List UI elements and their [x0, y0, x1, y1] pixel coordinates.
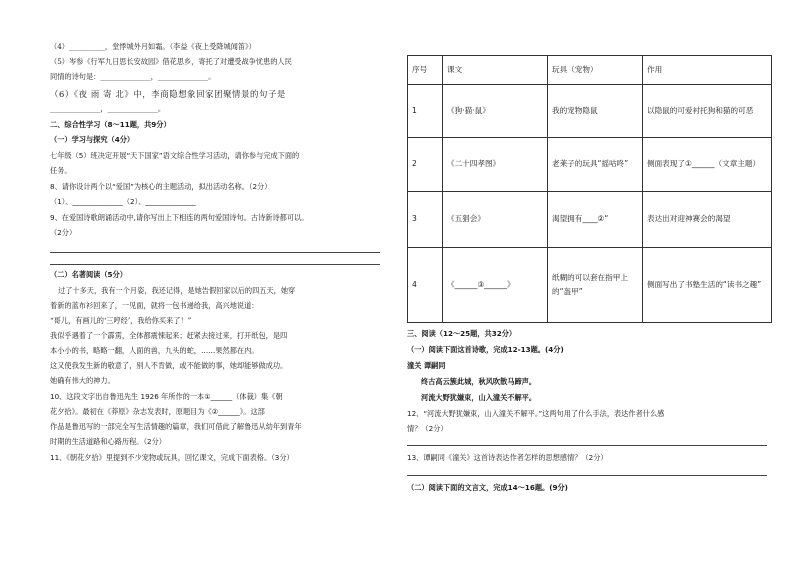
text-line: ______________，______________。	[50, 104, 166, 113]
reading-line: 着新的蓝布衫回来了，一见面，就将一包书递给我，高兴地说道：	[50, 301, 259, 310]
question-10: 10、这段文字出自鲁迅先生 1926 年所作的一本①______（体裁）集《朝	[50, 392, 283, 401]
table-header: 序号	[408, 56, 443, 85]
answer-line	[50, 252, 380, 253]
table-header: 玩具（宠物）	[548, 56, 643, 85]
toy-table	[407, 55, 772, 323]
question-9-points: （2分）	[50, 228, 77, 237]
text-line: （6）《夜 雨 寄 北》中，李商隐想象回家团聚情景的句子是	[50, 89, 286, 99]
table-cell: 渴望拥有____②“	[548, 192, 643, 248]
table-cell: 《五猖会》	[443, 192, 548, 248]
table-cell: 我的宠物隐鼠	[548, 85, 643, 138]
question-12: 12、“河流大野犹嫌束，山入潼关不解平。”这两句用了什么手法，表达作者什么感	[407, 409, 665, 418]
subsection-title: （一）学习与探究（4分）	[50, 135, 135, 144]
answer-line	[407, 445, 767, 446]
text-line: 任务。	[50, 166, 72, 175]
table-row	[408, 248, 772, 323]
table-row	[408, 192, 772, 248]
table-cell: 老莱子的玩具“摇咕咚”	[548, 138, 643, 192]
subsection-title: （一）阅读下面这首诗歌，完成12-13题。(4分)	[407, 345, 564, 354]
table-cell: 《______③______》	[443, 248, 548, 323]
question-10: 作品是鲁迅写的一部完全写生活情趣的篇章，我们可借此了解鲁迅从幼年到青年	[50, 422, 302, 431]
table-cell: 3	[408, 192, 443, 248]
table-row	[408, 85, 772, 138]
text-line: （5）岑参《行军九日思长安故园》借花思乡，寄托了对遭受战争忧患的人民	[50, 57, 292, 66]
poem-line: 终古高云簇此城，秋风吹散马蹄声。	[421, 377, 537, 386]
answer-line	[407, 475, 767, 476]
question-8: 8、请你设计两个以“爱国”为核心的主题活动，拟出活动名称。（2分）	[50, 182, 272, 191]
table-header-row	[408, 56, 772, 85]
question-10: 时期的生活道路和心路历程。（2分）	[50, 437, 166, 446]
question-11: 11、《朝花夕拾》里提到不少宠物或玩具，回忆课文，完成下面表格。（3分）	[50, 453, 294, 462]
section-title: 二、综合性学习（8～11题，共9分）	[50, 120, 171, 129]
table-cell: 4	[408, 248, 443, 323]
table-cell: 侧面表现了①______（文章主题）	[643, 138, 772, 192]
table-cell: 以隐鼠的可爱衬托狗和猫的可恶	[643, 85, 772, 138]
poem-line: 河流大野犹嫌束，山入潼关不解平。	[421, 393, 537, 402]
subsection-title: （二）名著阅读（5分）	[50, 270, 127, 279]
table-cell: 《二十四孝图》	[443, 138, 548, 192]
reading-line: 本小小的书，略略一翻，人面的兽，九头的蛇，……果然都在内。	[50, 346, 259, 355]
table-cell: 纸糊的可以套在指甲上的“盔甲”	[548, 248, 643, 323]
question-12: 情？（2分）	[407, 424, 448, 433]
table-header: 作用	[643, 56, 772, 85]
text-line: （4）__________，堂悸城外月如霜。（李益《夜上受降城闻笛》）	[50, 42, 256, 51]
poem-title: 潼关 谭嗣同	[407, 361, 446, 370]
reading-line: “哥儿，有画儿的‘三哼经’，我给你买来了！”	[50, 316, 192, 325]
text-line: 七年级（5）班决定开展“天下国家”语文综合性学习活动，请你参与完成下面的	[50, 151, 300, 160]
question-13: 13、谭嗣同《潼关》这首诗表达作者怎样的思想感情？（2分）	[407, 453, 608, 462]
text-line: 同情的诗句是：______________，______________。	[50, 72, 216, 81]
table-cell: 1	[408, 85, 443, 138]
reading-line: 这又使我发生新的敬意了，别人不肯做，或不能做的事，她却能够做成功。	[50, 361, 288, 370]
table-cell: 2	[408, 138, 443, 192]
table-cell: 《狗·猫·鼠》	[443, 85, 548, 138]
reading-line: 我似乎遇着了一个霹雳，全体都震悚起来；赶紧去接过来，打开纸包，是四	[50, 331, 288, 340]
reading-line: 她确有伟大的神力。	[50, 376, 115, 385]
question-10: 花夕拾》。最初在《莽原》杂志发表时，原题目为《②______》。这部	[50, 407, 265, 416]
table-cell: 表达出对迎神赛会的渴望	[643, 192, 772, 248]
question-9: 9、在爱国诗歌朗诵活动中,请你写出上下相连的两句爱国诗句。古诗新诗都可以。	[50, 213, 309, 222]
reading-line: 过了十多天，我有一个月姿，我还记得，是她告假回家以后的四五天，她穿	[58, 286, 296, 295]
section-title: 三、阅读（12～25题，共32分）	[407, 329, 517, 338]
table-cell: 侧面写出了书塾生活的“读书之趣”	[643, 248, 772, 323]
table-row	[408, 138, 772, 192]
question-8-blanks: （1）、______________（2）、______________	[50, 197, 196, 206]
divider	[50, 264, 380, 265]
table-header: 课文	[443, 56, 548, 85]
subsection-title: （二）阅读下面的文言文，完成14～16题。(9分)	[407, 483, 568, 492]
